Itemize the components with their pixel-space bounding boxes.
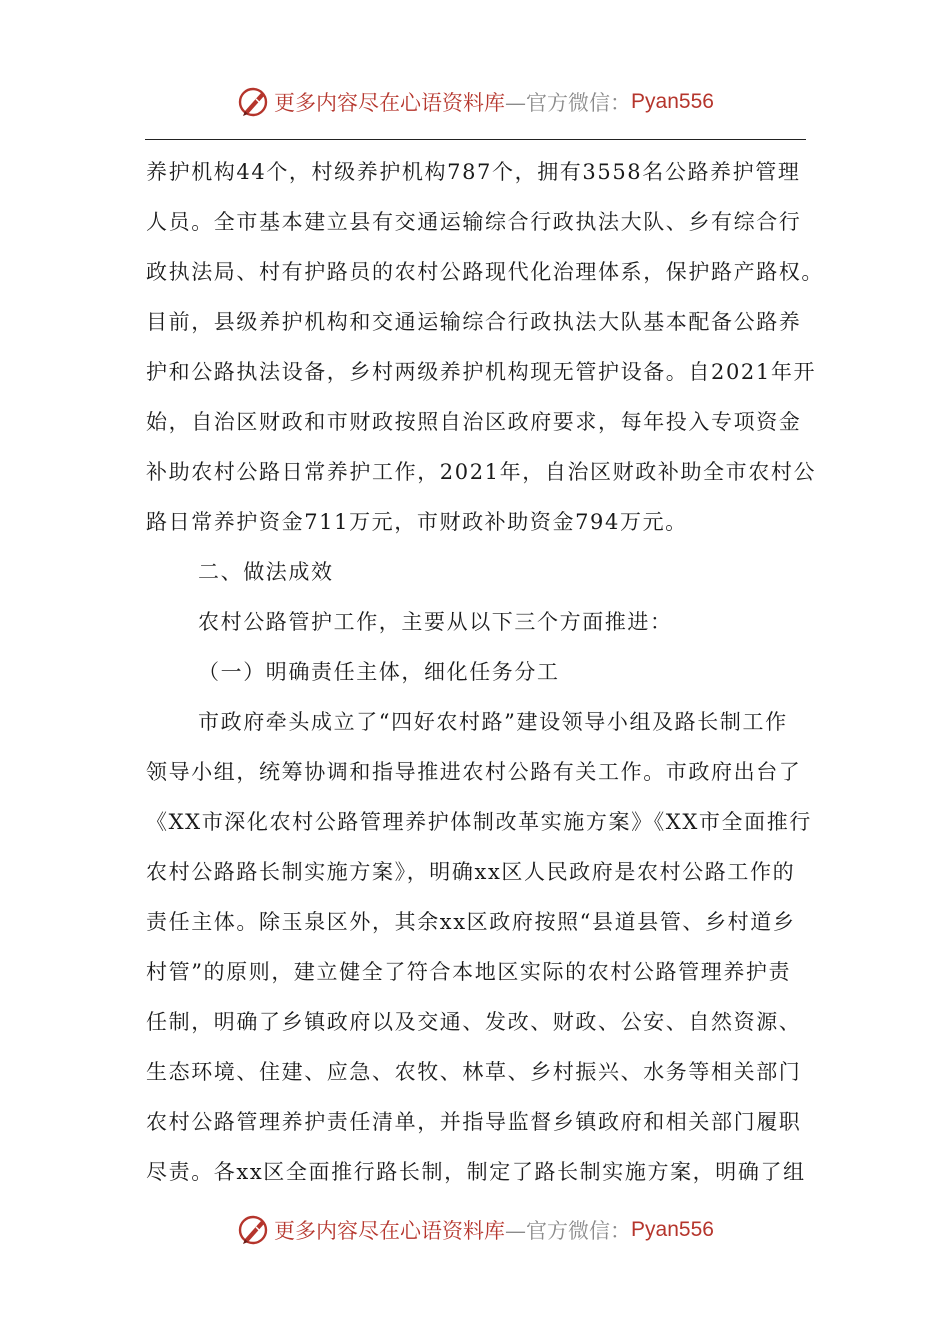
footer-banner-wechat-label: —官方微信： <box>505 1219 632 1243</box>
text-line: 农村公路管理养护责任清单，并指导监督乡镇政府和相关部门履职 <box>146 1110 802 1134</box>
header-banner-wechat-label: —官方微信： <box>505 91 632 115</box>
text-line: 补助农村公路日常养护工作，2021年，自治区财政补助全市农村公 <box>146 460 817 484</box>
text-line: 养护机构44个，村级养护机构787个，拥有3558名公路养护管理 <box>146 160 801 184</box>
text-line: 责任主体。除玉泉区外，其余xx区政府按照“县道县管、乡村道乡 <box>146 910 796 934</box>
pen-logo-icon <box>236 1213 270 1247</box>
text-line: 任制，明确了乡镇政府以及交通、发改、财政、公安、自然资源、 <box>146 1010 802 1034</box>
header-banner-wechat-id: Pyan556 <box>631 90 714 113</box>
document-body <box>146 147 824 1197</box>
text-line: 农村公路路长制实施方案》，明确xx区人民政府是农村公路工作的 <box>146 860 796 884</box>
text-line: 农村公路管护工作，主要从以下三个方面推进： <box>198 610 673 634</box>
pen-logo-icon <box>236 85 270 119</box>
text-line: 政执法局、村有护路员的农村公路现代化治理体系，保护路产路权。 <box>146 260 824 284</box>
text-line: 领导小组，统筹协调和指导推进农村公路有关工作。市政府出台了 <box>146 760 802 784</box>
text-line: 村管”的原则，建立健全了符合本地区实际的农村公路管理养护责 <box>146 960 792 984</box>
text-line: 市政府牵头成立了“四好农村路”建设领导小组及路长制工作 <box>198 710 788 734</box>
header-banner <box>0 82 950 122</box>
text-line: 尽责。各xx区全面推行路长制，制定了路长制实施方案，明确了组 <box>146 1160 806 1184</box>
text-line: 生态环境、住建、应急、农牧、林草、乡村振兴、水务等相关部门 <box>146 1060 802 1084</box>
text-line: 路日常养护资金711万元，市财政补助资金794万元。 <box>146 510 688 534</box>
section-heading: 二、做法成效 <box>198 560 334 584</box>
text-line: 始，自治区财政和市财政按照自治区政府要求，每年投入专项资金 <box>146 410 802 434</box>
text-line: 目前，县级养护机构和交通运输综合行政执法大队基本配备公路养 <box>146 310 802 334</box>
footer-banner-title: 更多内容尽在心语资料库 <box>274 1219 506 1243</box>
footer-banner-wechat-id: Pyan556 <box>631 1218 714 1241</box>
text-line: 人员。全市基本建立县有交通运输综合行政执法大队、乡有综合行 <box>146 210 802 234</box>
text-line: 护和公路执法设备，乡村两级养护机构现无管护设备。自2021年开 <box>146 360 817 384</box>
text-line: 《XX市深化农村公路管理养护体制改革实施方案》《XX市全面推行 <box>146 810 812 834</box>
footer-banner <box>0 1210 950 1250</box>
header-divider <box>145 139 806 140</box>
header-banner-title: 更多内容尽在心语资料库 <box>274 91 506 115</box>
subsection-heading: （一）明确责任主体，细化任务分工 <box>198 660 560 684</box>
